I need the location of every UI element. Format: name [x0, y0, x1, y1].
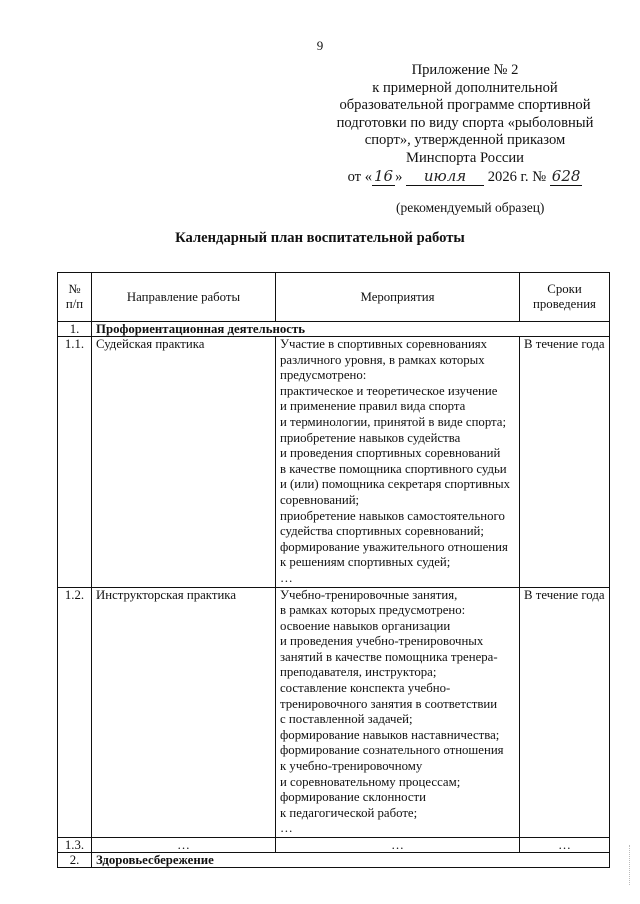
row-timing: В течение года: [520, 587, 610, 838]
section-number: 2.: [58, 853, 92, 868]
row-events: Участие в спортивных соревнованиях различного уровня, в рамках которых предусмотрено: практическое и теоретическое изучение и применение правил вида спорта и терминологии, принятой в виде спорта; приобретение навыков судейства и проведения спортивных соревнований в качестве помощника спортивного судьи и (или) помощника секретаря спортивных соревнований; приобретение навыков самостоятельного судейства спортивных соревнований; формирование уважительного отношения к решениям спортивных судей; …: [276, 337, 520, 588]
order-date-line: [320, 168, 610, 187]
date-mid: »: [395, 168, 403, 185]
section-row: [58, 853, 610, 868]
table-header-row: [58, 273, 610, 322]
order-year: 2026 г. №: [487, 168, 547, 185]
table-row: [58, 838, 610, 853]
header-timing: Сроки проведения: [520, 273, 610, 322]
appendix-line: спорт», утвержденной приказом: [364, 132, 566, 149]
header-number: № п/п: [58, 273, 92, 322]
table-row: [58, 587, 610, 838]
order-number: 628: [551, 166, 581, 185]
appendix-line: к примерной дополнительной: [372, 79, 558, 96]
appendix-header: [320, 62, 610, 186]
row-direction: …: [92, 838, 276, 853]
recommended-note: (рекомендуемый образец): [396, 200, 545, 215]
appendix-line: подготовки по виду спорта «рыболовный: [336, 114, 594, 131]
appendix-line: образовательной программе спортивной: [339, 97, 591, 114]
row-number: 1.1.: [58, 337, 92, 588]
document-title: Календарный план воспитательной работы: [175, 230, 465, 246]
section-title: Здоровьесбережение: [92, 853, 610, 868]
section-title: Профориентационная деятельность: [92, 322, 610, 337]
row-timing: В течение года: [520, 337, 610, 588]
row-events: …: [276, 838, 520, 853]
order-day: 16: [374, 166, 394, 185]
row-timing: …: [520, 838, 610, 853]
order-month: июля: [406, 168, 484, 187]
scan-edge-marks: [629, 845, 638, 885]
row-number: 1.3.: [58, 838, 92, 853]
calendar-plan-table: [57, 272, 610, 868]
section-row: [58, 322, 610, 337]
table-row: [58, 337, 610, 588]
row-events: Учебно-тренировочные занятия, в рамках которых предусмотрено: освоение навыков организации и проведения учебно-тренировочных занятий в качестве помощника тренера- преподавателя, инструктора; составление конспекта учебно- тренировочного занятия в соответствии с поставленной задачей; формирование навыков наставничества; формирование сознательного отношения к учебно-тренировочному и соревновательному процессам; формирование склонности к педагогической работе; …: [276, 587, 520, 838]
header-events: Мероприятия: [276, 273, 520, 322]
row-direction: Судейская практика: [92, 337, 276, 588]
date-prefix: от «: [347, 168, 373, 185]
appendix-line: Приложение № 2: [411, 62, 519, 78]
page-number: 9: [316, 38, 324, 53]
section-number: 1.: [58, 322, 92, 337]
header-direction: Направление работы: [92, 273, 276, 322]
row-number: 1.2.: [58, 587, 92, 838]
row-direction: Инструкторская практика: [92, 587, 276, 838]
appendix-line: Минспорта России: [406, 149, 524, 166]
